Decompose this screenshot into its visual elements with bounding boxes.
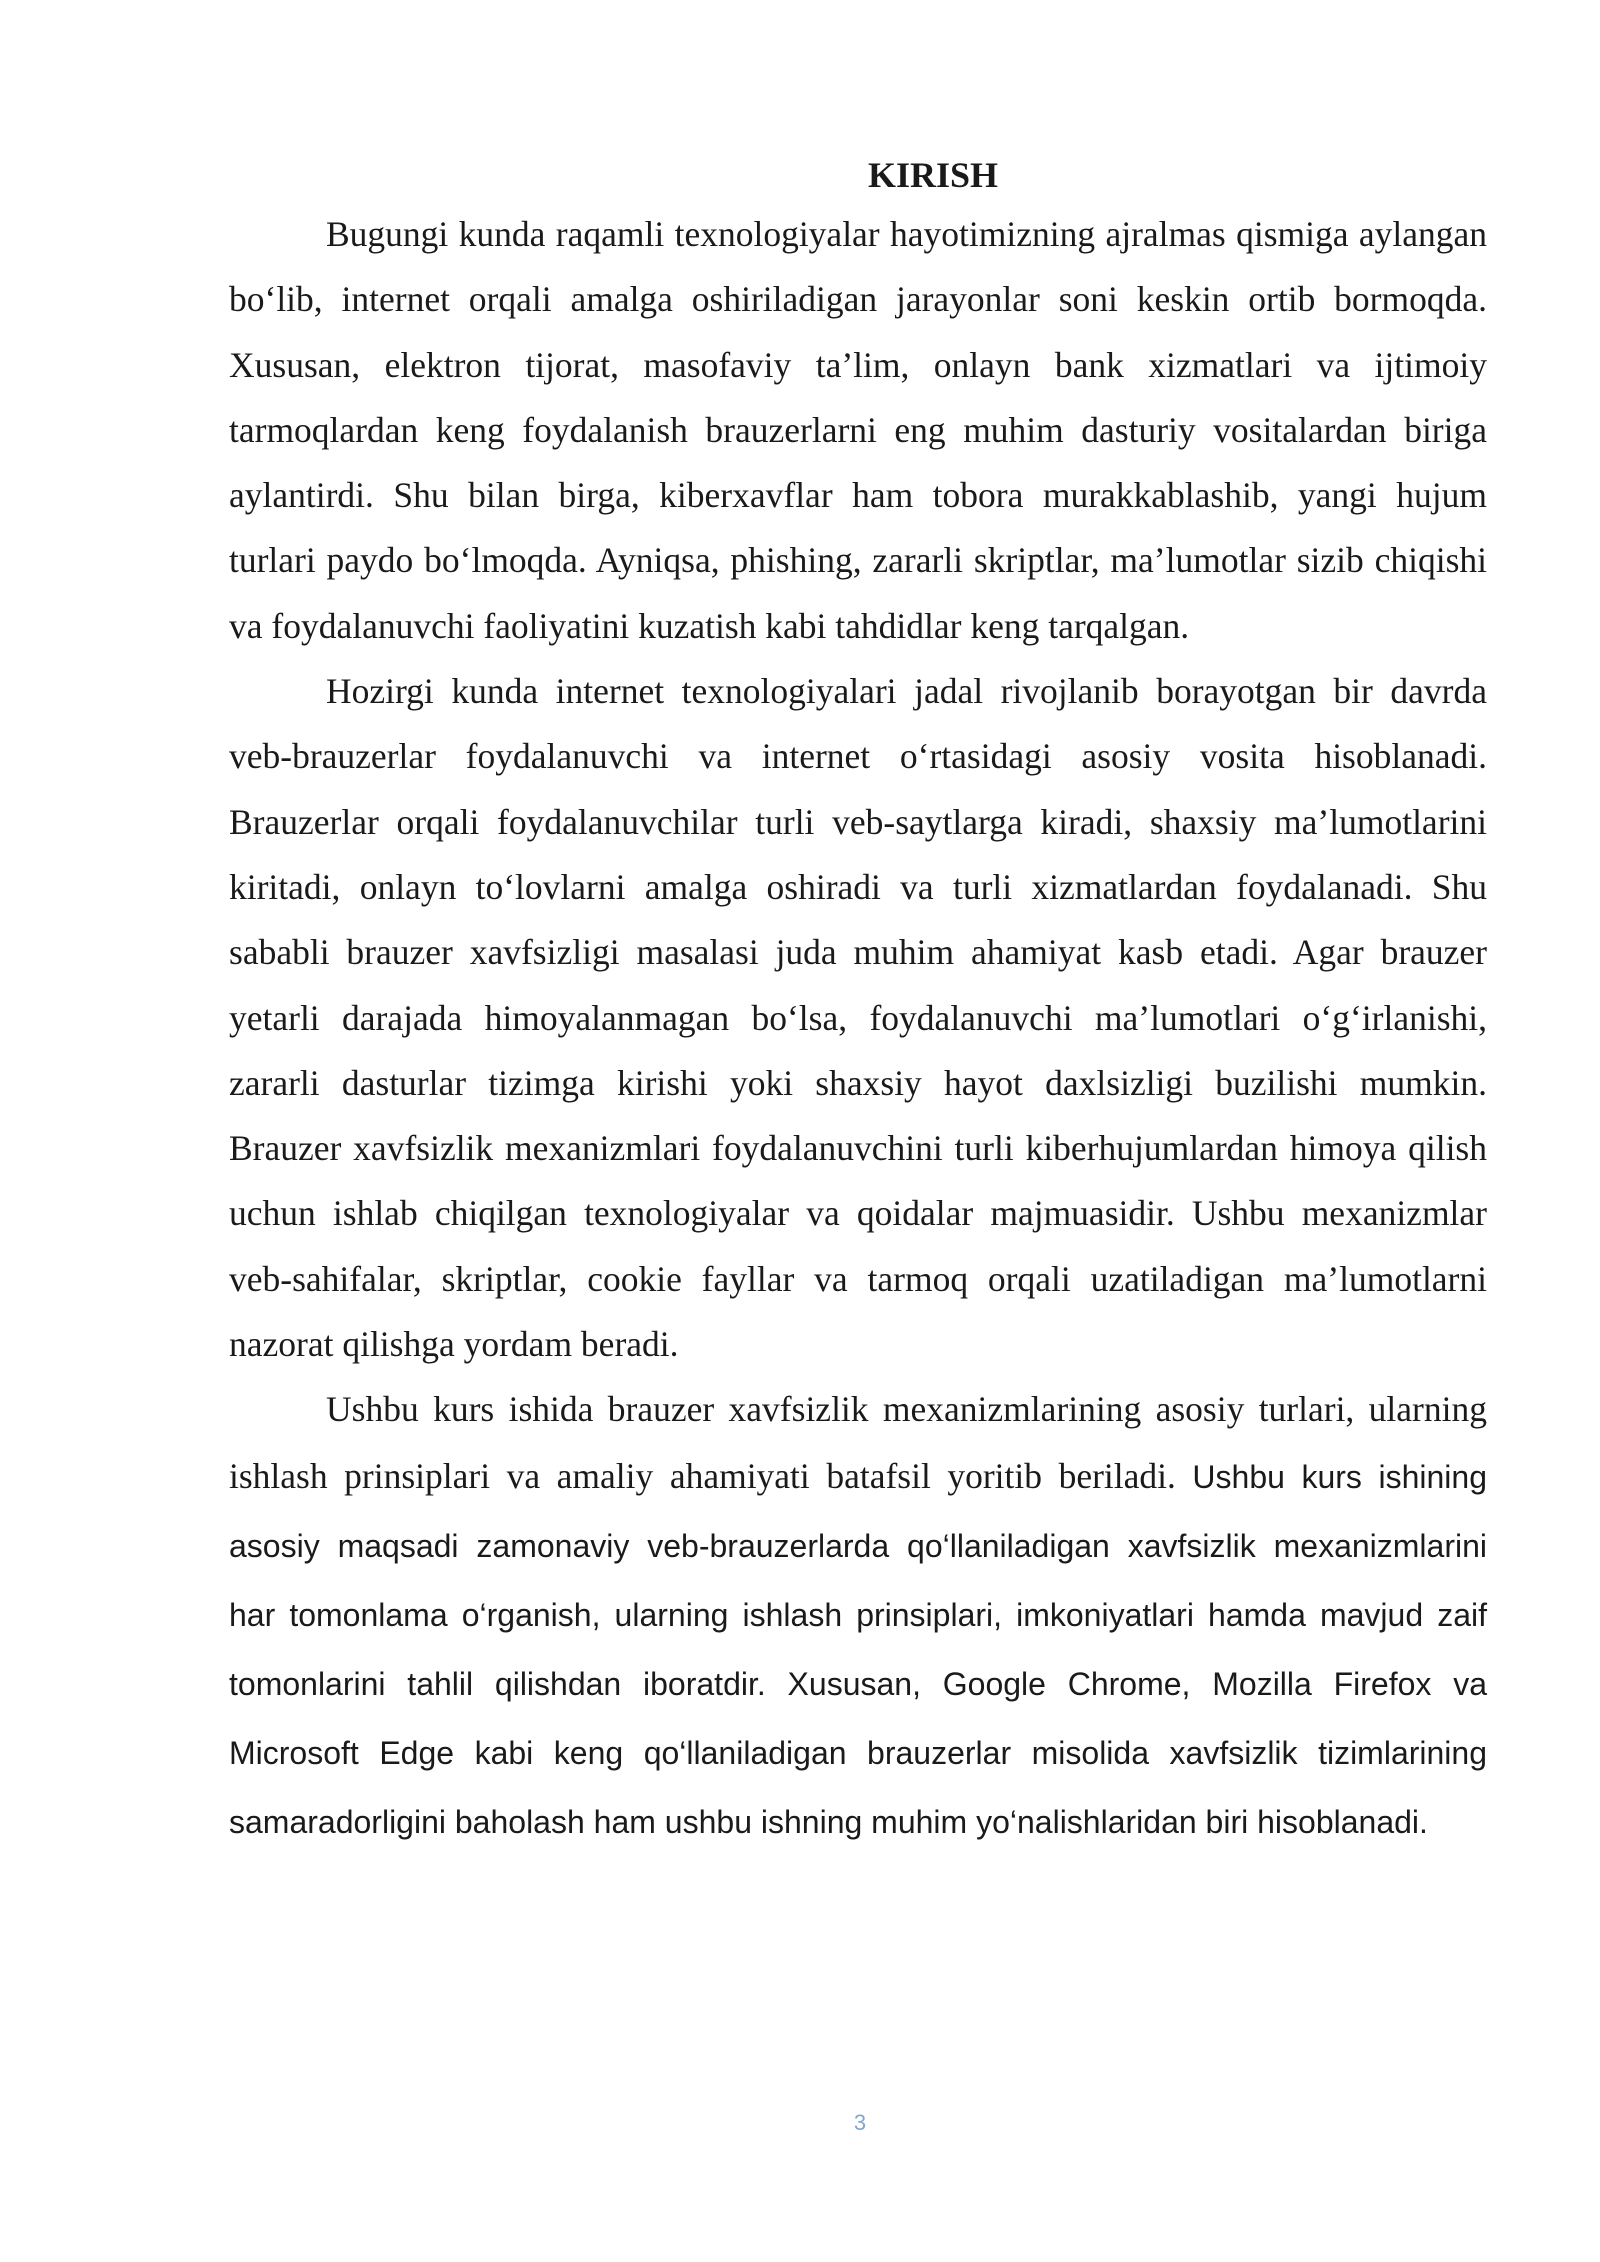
paragraph-3-serif-text: Ushbu kurs ishida brauzer xavfsizlik mexanizmlarining asosiy turlari, ularning ishlash prinsiplari va amaliy ahamiyati batafsil yoritib beriladi.: [229, 1389, 1487, 1496]
page-number: 3: [853, 2110, 867, 2135]
paragraph-3-sans-text: Ushbu kurs ishining asosiy maqsadi zamonaviy veb-brauzerlarda qo‘llaniladigan xavfsizlik mexanizmlarini har tomonlama o‘rganish, ularning ishlash prinsiplari, imkoniyatlari hamda mavjud zaif tomonlarini tahlil qilishdan iboratdir. Xususan, Google Chrome, Mozilla Firefox va Microsoft Edge kabi keng qo‘llaniladigan brauzerlar misolida xavfsizlik tizimlarining samaradorligini baholash ham ushbu ishning muhim yo‘nalishlaridan biri hisoblanadi.: [229, 1458, 1488, 1840]
document-body: [229, 148, 1487, 1857]
paragraph-3: [229, 1377, 1487, 1856]
paragraph-1: Bugungi kunda raqamli texnologiyalar hayotimizning ajralmas qismiga aylangan bo‘lib, internet orqali amalga oshiriladigan jarayonlar soni keskin ortib bormoqda. Xususan, elektron tijorat, masofaviy ta’lim, onlayn bank xizmatlari va ijtimoiy tarmoqlardan keng foydalanish brauzerlarni eng muhim dasturiy vositalardan biriga aylantirdi. Shu bilan birga, kiberxavflar ham tobora murakkablashib, yangi hujum turlari paydo bo‘lmoqda. Ayniqsa, phishing, zararli skriptlar, ma’lumotlar sizib chiqishi va foydalanuvchi faoliyatini kuzatish kabi tahdidlar keng tarqalgan.: [229, 214, 1487, 646]
paragraph-2: Hozirgi kunda internet texnologiyalari jadal rivojlanib borayotgan bir davrda veb-brauzerlar foydalanuvchi va internet o‘rtasidagi asosiy vosita hisoblanadi. Brauzerlar orqali foydalanuvchilar turli veb-saytlarga kiradi, shaxsiy ma’lumotlarini kiritadi, onlayn to‘lovlarni amalga oshiradi va turli xizmatlardan foydalanadi. Shu sababli brauzer xavfsizligi masalasi juda muhim ahamiyat kasb etadi. Agar brauzer yetarli darajada himoyalanmagan bo‘lsa, foydalanuvchi ma’lumotlari o‘g‘irlanishi, zararli dasturlar tizimga kirishi yoki shaxsiy hayot daxlsizligi buzilishi mumkin. Brauzer xavfsizlik mexanizmlari foydalanuvchini turli kiberhujumlardan himoya qilish uchun ishlab chiqilgan texnologiyalar va qoidalar majmuasidir. Ushbu mexanizmlar veb-sahifalar, skriptlar, cookie fayllar va tarmoq orqali uzatiladigan ma’lumotlarni nazorat qilishga yordam beradi.: [229, 671, 1487, 1365]
page-title: KIRISH: [867, 155, 999, 195]
